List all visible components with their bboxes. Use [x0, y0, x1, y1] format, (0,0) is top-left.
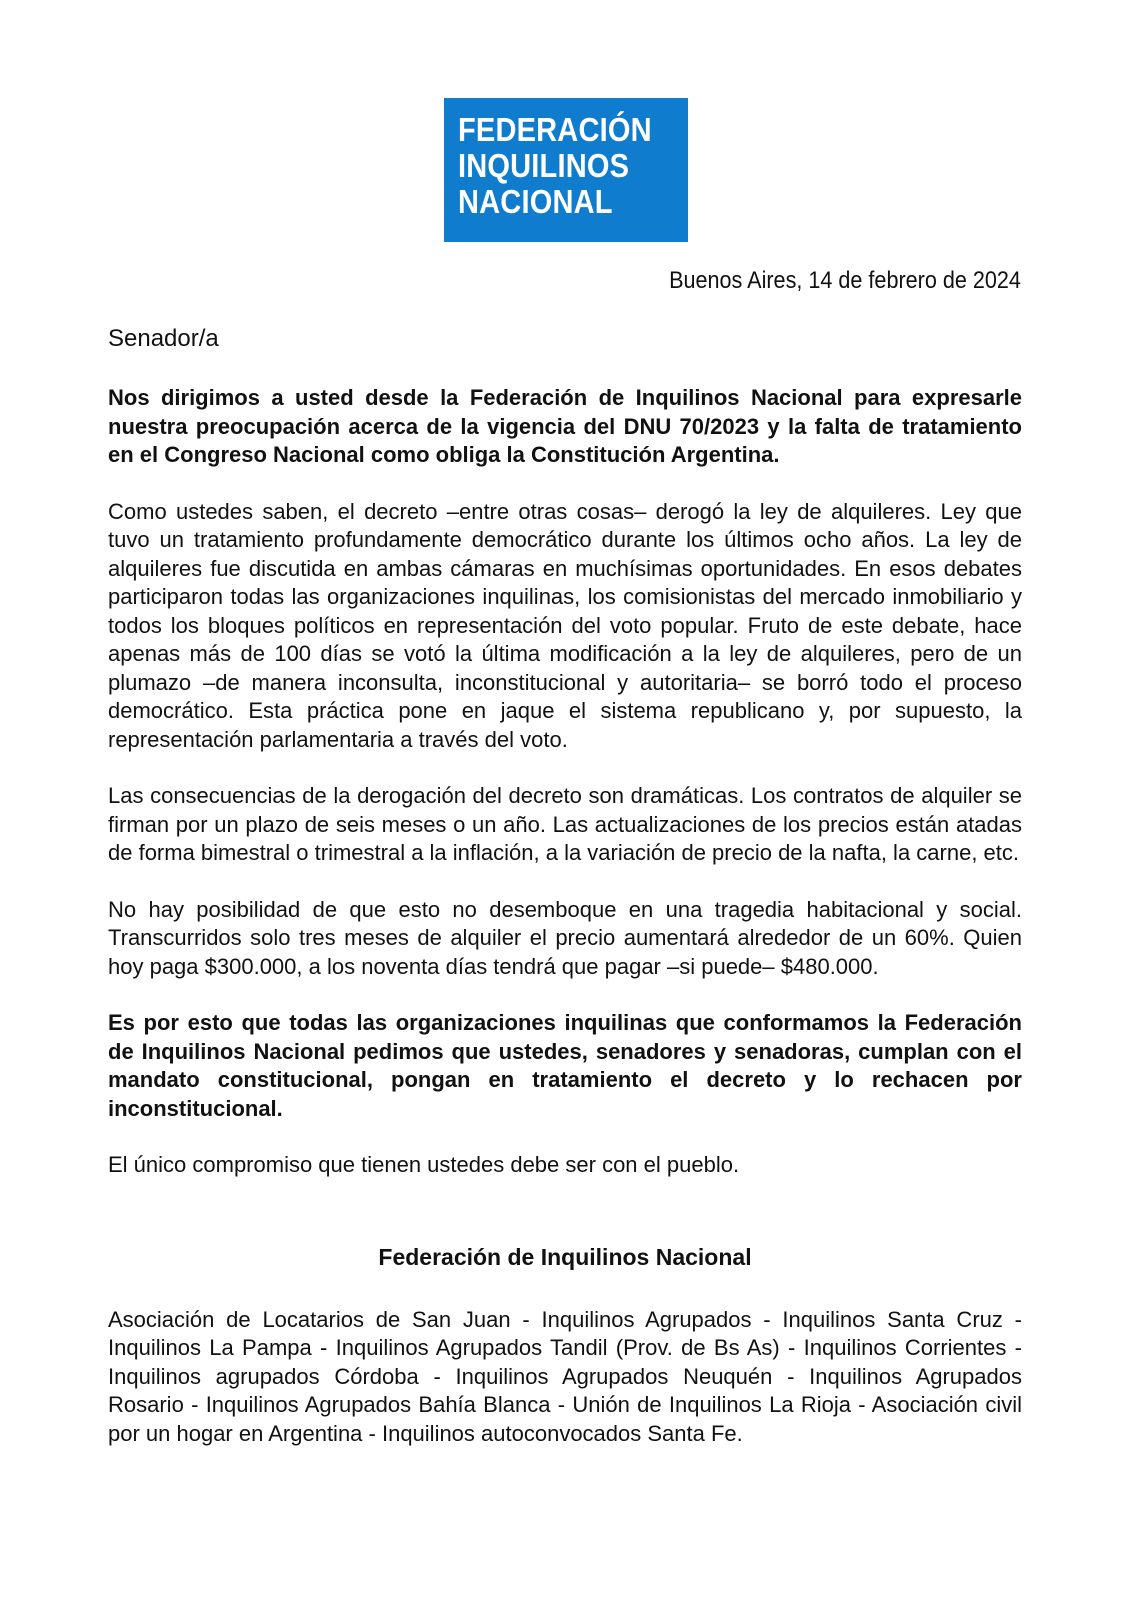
letter-greeting: Senador/a [108, 325, 219, 352]
paragraph-derogation: Como ustedes saben, el decreto –entre otras cosas– derogó la ley de alquileres. Ley que tuvo un tratamiento profundamente democrático durante los últimos ocho años. La ley de alquileres fue discutida en ambas cámaras en muchísimas oportunidades. En esos debates participaron todas las organizaciones inquilinas, los comisionistas del mercado inmobiliario y todos los bloques políticos en representación del voto popular. Fruto de este debate, hace apenas más de 100 días se votó la última modificación a la ley de alquileres, pero de un plumazo –de manera inconsulta, inconstitucional y autoritaria– se borró todo el proceso democrático. Esta práctica pone en jaque el sistema republicano y, por supuesto, la representación parlamentaria a través del voto. [108, 498, 1022, 752]
logo-line-1: FEDERACIÓN [458, 111, 652, 148]
paragraph-price-increase: No hay posibilidad de que esto no desemboque en una tragedia habitacional y social. Transcurridos solo tres meses de alquiler el precio aumentará alrededor de un 60%. Quien hoy paga $300.000, a los noventa días tendrá que pagar –si puede– $480.000. [108, 896, 1022, 979]
letter-body [108, 324, 1022, 1448]
member-organizations: Asociación de Locatarios de San Juan - Inquilinos Agrupados - Inquilinos Santa Cruz - Inquilinos La Pampa - Inquilinos Agrupados Tandil (Prov. de Bs As) - Inquilinos Corrientes - Inquilinos agrupados Córdoba - Inquilinos Agrupados Neuquén - Inquilinos Agrupados Rosario - Inquilinos Agrupados Bahía Blanca - Unión de Inquilinos La Rioja - Asociación civil por un hogar en Argentina - Inquilinos autoconvocados Santa Fe. [108, 1306, 1022, 1446]
intro-paragraph: Nos dirigimos a usted desde la Federación de Inquilinos Nacional para expresarle nuestra preocupación acerca de la vigencia del DNU 70/2023 y la falta de tratamiento en el Congreso Nacional como obliga la Constitución Argentina. [108, 385, 1022, 467]
closing-sentence: El único compromiso que tienen ustedes debe ser con el pueblo. [108, 1152, 740, 1177]
federation-logo [444, 98, 688, 242]
letter-date: Buenos Aires, 14 de febrero de 2024 [669, 267, 1021, 294]
logo-line-3: NACIONAL [458, 183, 613, 220]
demand-paragraph: Es por esto que todas las organizaciones inquilinas que conformamos la Federación de Inquilinos Nacional pedimos que ustedes, senadores y senadoras, cumplan con el mandato constitucional, pongan en tratamiento el decreto y lo rechacen por inconstitucional. [108, 1010, 1022, 1121]
paragraph-consequences: Las consecuencias de la derogación del decreto son dramáticas. Los contratos de alquiler se firman por un plazo de seis meses o un año. Las actualizaciones de los precios están atadas de forma bimestral o trimestral a la inflación, a la variación de precio de la nafta, la carne, etc. [108, 783, 1022, 865]
signature-title: Federación de Inquilinos Nacional [378, 1243, 752, 1270]
logo-line-2: INQUILINOS [458, 147, 630, 184]
